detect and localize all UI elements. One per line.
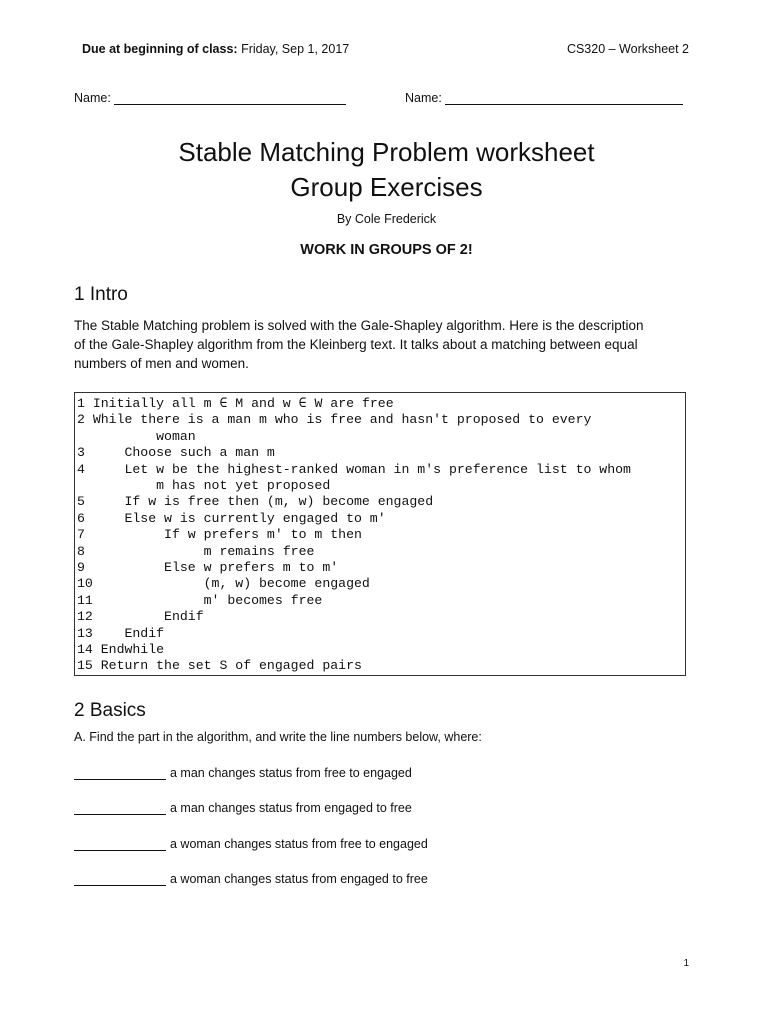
algorithm-line: 1 Initially all m ∈ M and w ∈ W are free	[77, 396, 394, 411]
answer-row-3	[74, 837, 428, 851]
algorithm-line: woman	[77, 428, 196, 444]
algorithm-line: 9 Else w prefers m to m'	[77, 560, 339, 575]
algorithm-line: 12 Endif	[77, 609, 204, 625]
answer-prompt-4: a woman changes status from engaged to free	[170, 872, 428, 886]
answer-blank-2[interactable]	[74, 802, 166, 815]
name-field-1[interactable]	[74, 91, 346, 105]
due-date-line	[82, 42, 349, 56]
algorithm-line: 13 Endif	[77, 625, 165, 641]
algorithm-line: 6 Else w is currently engaged to m'	[77, 510, 386, 526]
due-label: Due at beginning of class:	[82, 42, 238, 56]
course-label: CS320 – Worksheet 2	[566, 42, 689, 56]
algorithm-line: 11 m' becomes free	[77, 592, 323, 608]
answer-row-4	[74, 872, 428, 886]
page-number: 1	[683, 958, 689, 969]
worksheet-title: Stable Matching Problem worksheet	[178, 137, 595, 167]
algorithm-line: 8 m remains free	[77, 543, 315, 559]
answer-blank-4[interactable]	[74, 873, 166, 886]
intro-paragraph	[74, 316, 694, 373]
algorithm-line: m has not yet proposed	[77, 478, 331, 493]
intro-line-2: of the Gale-Shapley algorithm from the Kleinberg text. It talks about a matching between equal	[74, 337, 638, 352]
answer-prompt-2: a man changes status from engaged to free	[170, 801, 412, 815]
intro-line-1: The Stable Matching problem is solved with the Gale-Shapley algorithm. Here is the description	[74, 318, 644, 333]
author-byline: By Cole Frederick	[336, 212, 437, 226]
worksheet-subtitle: Group Exercises	[290, 172, 483, 202]
algorithm-line: 10 (m, w) become engaged	[77, 576, 370, 592]
algorithm-box	[74, 392, 686, 676]
intro-heading: 1 Intro	[74, 284, 128, 305]
answer-prompt-1: a man changes status from free to engaged	[170, 766, 412, 780]
answer-blank-3[interactable]	[74, 838, 166, 851]
algorithm-line: 14 Endwhile	[77, 642, 165, 657]
intro-line-3: numbers of men and women.	[74, 356, 249, 371]
name-blank-2[interactable]	[445, 92, 683, 105]
group-instruction: WORK IN GROUPS OF 2!	[300, 242, 473, 258]
question-a: A. Find the part in the algorithm, and write the line numbers below, where:	[74, 730, 482, 744]
name-label-1: Name:	[74, 91, 111, 105]
algorithm-line: 4 Let w be the highest-ranked woman in m's preference list to whom	[77, 461, 631, 477]
answer-row-2	[74, 801, 412, 815]
algorithm-line: 7 If w prefers m' to m then	[77, 527, 362, 543]
answer-blank-1[interactable]	[74, 767, 166, 780]
algorithm-line: 15 Return the set S of engaged pairs	[77, 658, 362, 674]
algorithm-line: 5 If w is free then (m, w) become engaged	[77, 494, 434, 510]
name-field-2[interactable]	[405, 91, 683, 105]
algorithm-line: 2 While there is a man m who is free and hasn't proposed to every	[77, 412, 592, 428]
basics-heading: 2 Basics	[74, 700, 146, 721]
answer-row-1	[74, 766, 412, 780]
answer-prompt-3: a woman changes status from free to engaged	[170, 837, 428, 851]
name-label-2: Name:	[405, 91, 442, 105]
name-blank-1[interactable]	[114, 92, 346, 105]
algorithm-line: 3 Choose such a man m	[77, 445, 275, 461]
due-date: Friday, Sep 1, 2017	[241, 42, 350, 56]
